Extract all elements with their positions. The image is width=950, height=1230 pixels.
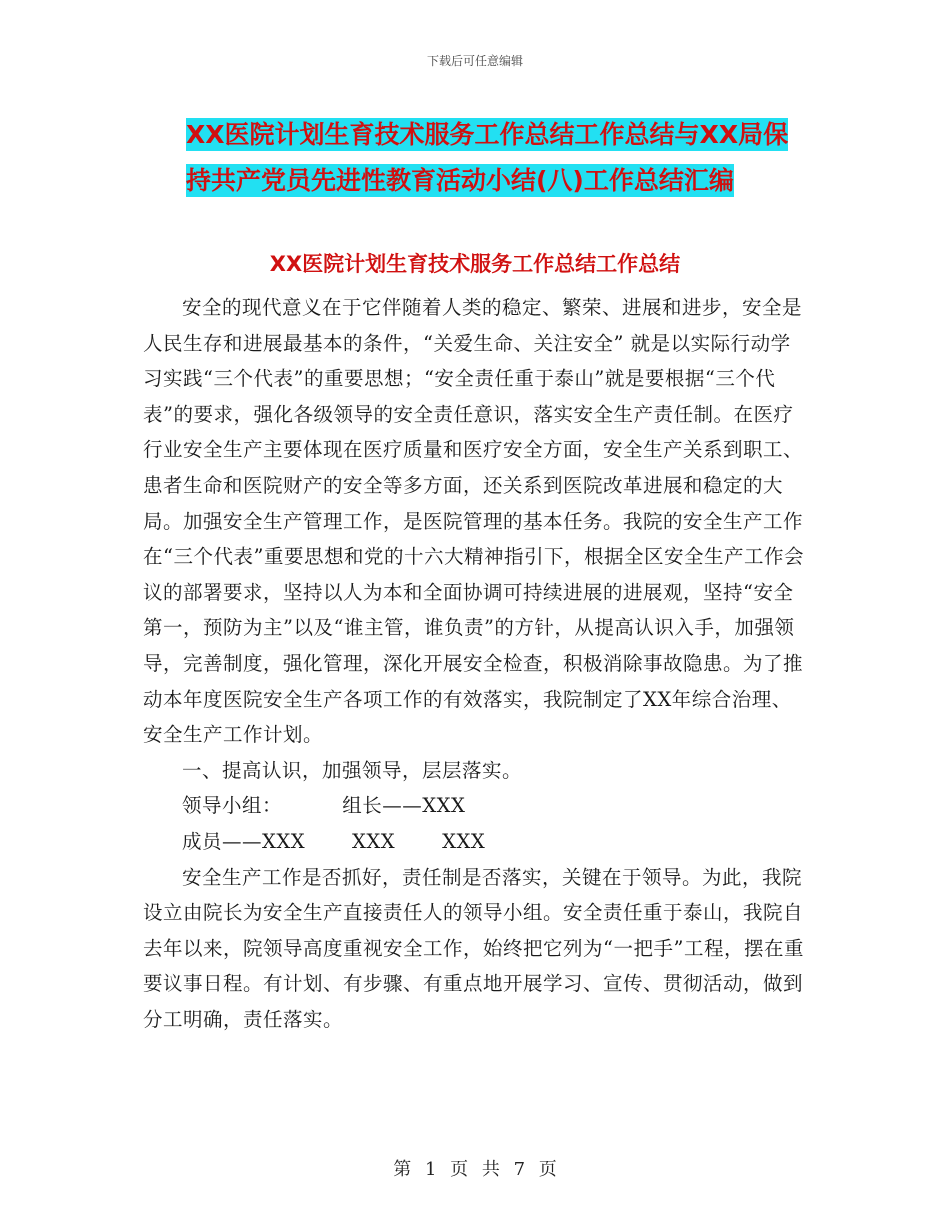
- page-number-footer: 第 1 页 共 7 页: [393, 1159, 557, 1180]
- document-title-line-2: 持共产党员先进性教育活动小结(八)工作总结汇编: [186, 166, 734, 195]
- paragraph-responsibility: 安全生产工作是否抓好，责任制是否落实，关键在于领导。为此，我院设立由院长为安全生产直接责任人的领导小组。安全责任重于泰山，我院自去年以来，院领导高度重视安全工作，始终把它列为“一把手”工程，摆在重要议事日程。有计划、有步骤、有重点地开展学习、宣传、贯彻活动，做到分工明确，责任落实。: [143, 865, 804, 1031]
- document-title: [186, 112, 826, 204]
- paragraph-intro: 安全的现代意义在于它伴随着人类的稳定、繁荣、进展和进步，安全是人民生存和进展最基本的条件，“关爱生命、关注安全” 就是以实际行动学习实践“三个代表”的重要思想；“安全责任重于泰山”就是要根据“三个代表”的要求，强化各级领导的安全责任意识，落实安全生产责任制。在医疗行业安全生产主要体现在医疗质量和医疗安全方面，安全生产关系到职工、患者生命和医院财产的安全等多方面，还关系到医院改革进展和稳定的大局。加强安全生产管理工作，是医院管理的基本任务。我院的安全生产工作在“三个代表”重要思想和党的十六大精神指引下，根据全区安全生产工作会议的部署要求，坚持以人为本和全面协调可持续进展的进展观，坚持“安全第一，预防为主”以及“谁主管，谁负责”的方针，从提高认识入手，加强领导，完善制度，强化管理，深化开展安全检查，积极消除事故隐患。为了推动本年度医院安全生产各项工作的有效落实，我院制定了XX年综合治理、安全生产工作计划。: [143, 296, 804, 747]
- paragraph-heading-1: 一、提高认识，加强领导，层层落实。: [182, 758, 523, 782]
- header-note: 下载后可任意编辑: [426, 54, 523, 68]
- members-line: 成员——XXX XXX XXX: [182, 829, 486, 853]
- document-title-line-1: XX医院计划生育技术服务工作总结工作总结与XX局保: [186, 120, 789, 149]
- section-title: XX医院计划生育技术服务工作总结工作总结: [269, 252, 681, 276]
- document-body: [143, 290, 808, 1037]
- leader-group-line: 领导小组： 组长——XXX: [182, 794, 466, 818]
